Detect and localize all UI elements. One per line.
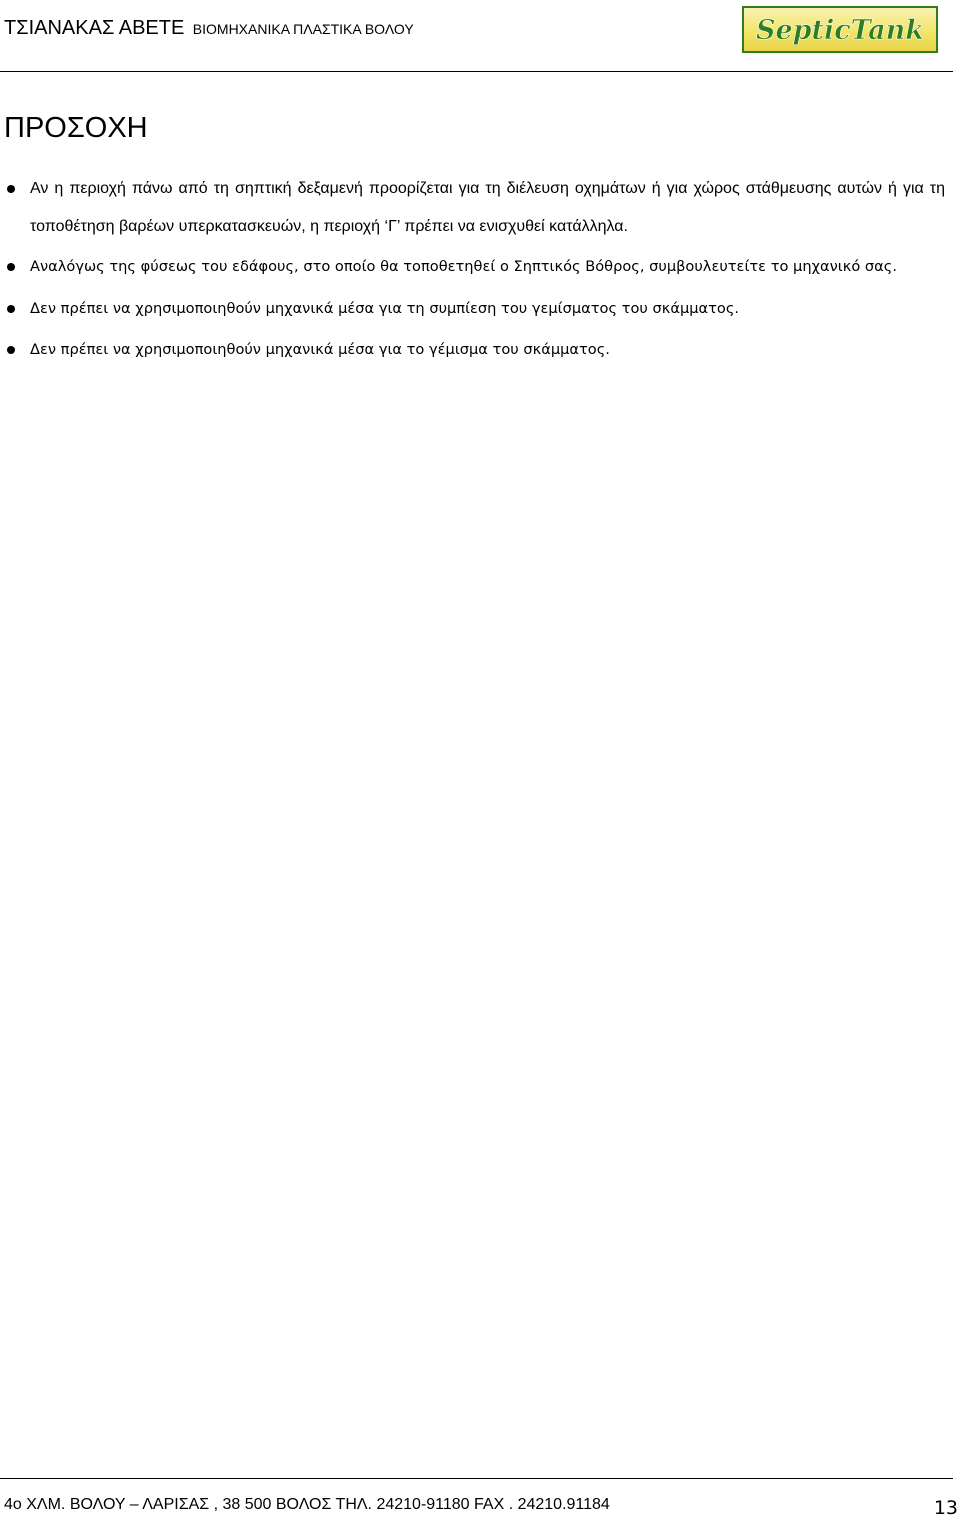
logo-text: SepticTank [755, 14, 925, 46]
caution-item-text: Δεν πρέπει να χρησιμοποιηθούν μηχανικά μέσα για το γέμισμα του σκάμματος. [30, 341, 610, 358]
caution-list [0, 170, 953, 370]
header-divider [0, 71, 953, 72]
caution-item-no-mechanical-compaction [0, 288, 953, 329]
company-heading [4, 17, 414, 40]
caution-item-no-mechanical-filling [0, 329, 953, 370]
page-number: 13 [933, 1497, 958, 1519]
section-title: ΠΡΟΣΟΧΗ [4, 112, 148, 144]
page-header [0, 0, 960, 72]
caution-item-vehicle-load [0, 170, 953, 246]
company-subtitle: ΒΙΟΜΗΧΑΝΙΚΑ ΠΛΑΣΤΙΚΑ ΒΟΛΟΥ [192, 21, 414, 37]
caution-item-text: Δεν πρέπει να χρησιμοποιηθούν μηχανικά μέσα για τη συμπίεση του γεμίσματος του σκάμματος. [30, 300, 740, 317]
logo-graphic [747, 11, 933, 49]
company-name: ΤΣΙΑΝΑΚΑΣ ΑΒΕΤΕ [4, 17, 185, 39]
footer-address: 4ο ΧΛΜ. ΒΟΛΟΥ – ΛΑΡΙΣΑΣ , 38 500 ΒΟΛΟΣ ΤΗΛ. 24210-91180 FAX . 24210.91184 [4, 1496, 610, 1513]
caution-item-text: Αναλόγως της φύσεως του εδάφους, στο οποίο θα τοποθετηθεί ο Σηπτικός Βόθρος, συμβουλευτείτε το μηχανικό σας. [30, 258, 897, 275]
septic-tank-logo [742, 6, 938, 53]
footer-divider [0, 1478, 953, 1479]
caution-item-soil-engineer [0, 246, 953, 288]
caution-item-text: Αν η περιοχή πάνω από τη σηπτική δεξαμενή προορίζεται για τη διέλευση οχημάτων ή για χώρος στάθμευσης αυτών ή για τη τοποθέτηση βαρέων υπερκατασκευών, η περιοχή ‘Γ’ πρέπει να ενισχυθεί κατάλληλα. [30, 180, 945, 235]
